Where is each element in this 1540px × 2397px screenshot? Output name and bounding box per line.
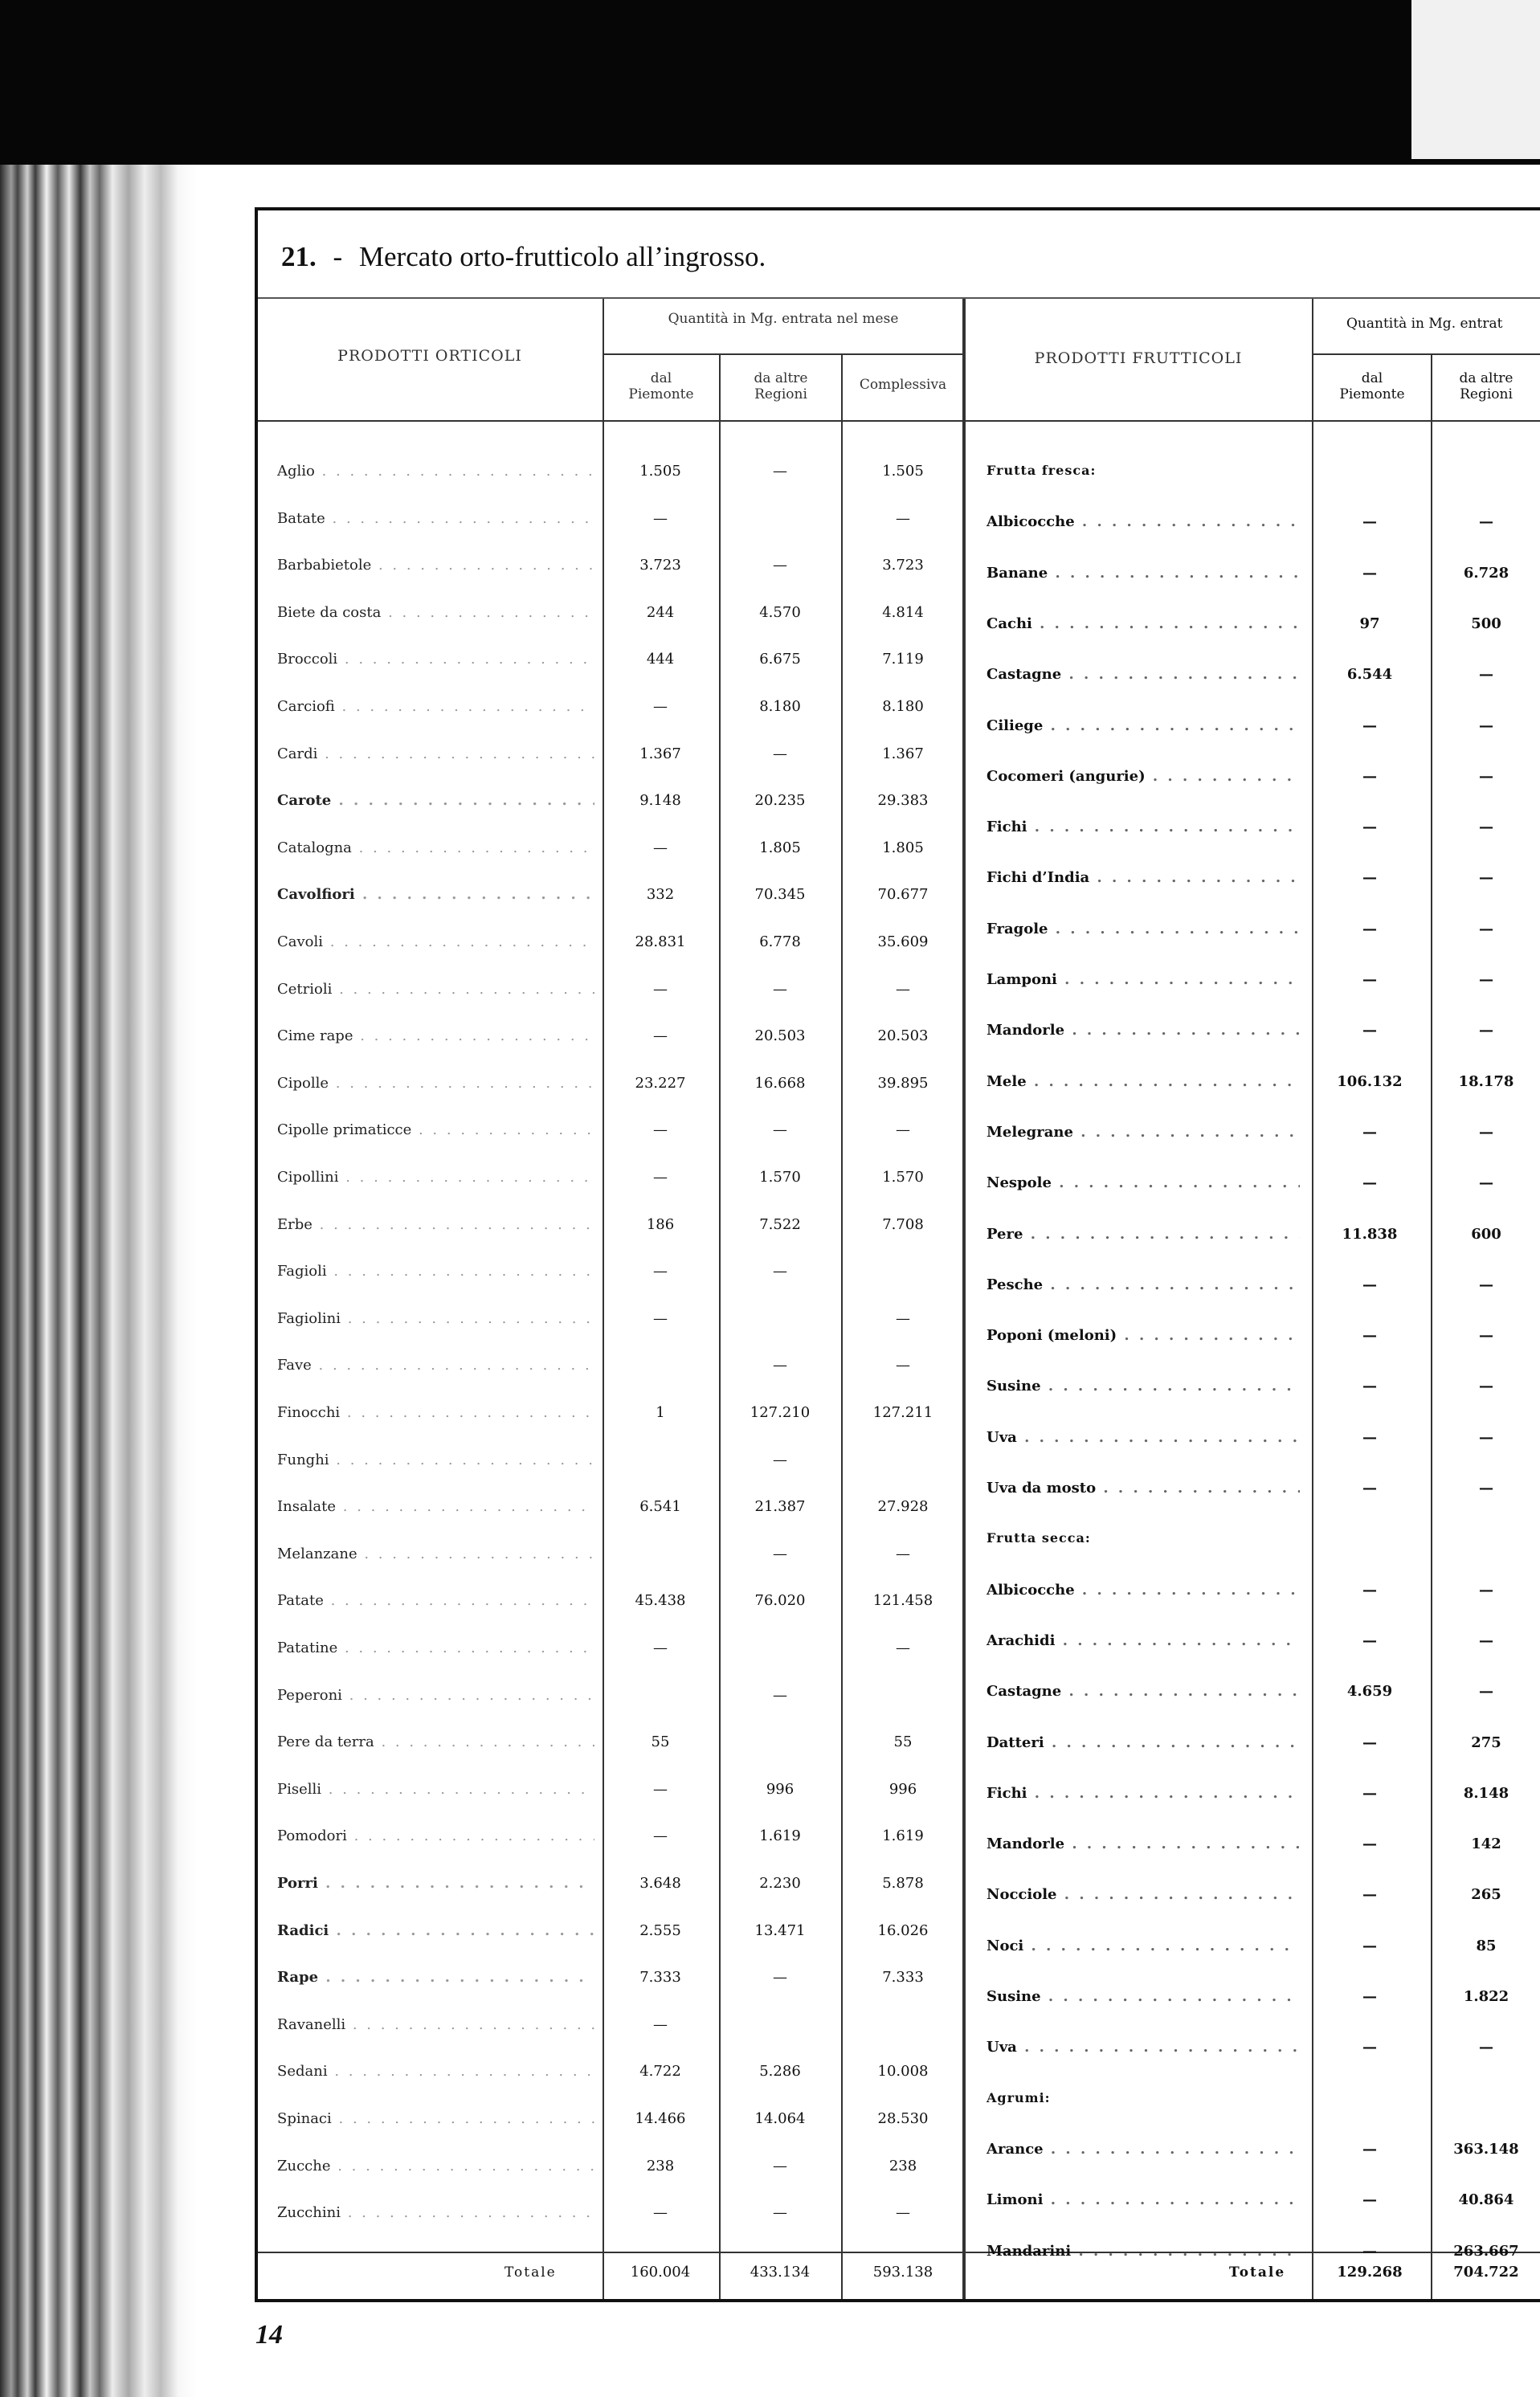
right-row-piemonte: — [1362, 971, 1377, 988]
header-top-rule [258, 297, 1540, 299]
left-row-complessiva: 20.503 [877, 1027, 929, 1044]
left-row-altre: 16.668 [754, 1075, 806, 1092]
left-row-complessiva: 238 [888, 2158, 917, 2174]
left-row-altre: — [773, 1546, 787, 1562]
left-row-name: Catalogna . . . [277, 839, 594, 856]
right-row-name: Limoni . . . [986, 2191, 1300, 2208]
left-row-altre: 996 [766, 1781, 795, 1798]
left-total-altre: 433.134 [750, 2264, 811, 2281]
left-row-name: Sedani . . . [277, 2063, 594, 2080]
left-row-complessiva: 3.723 [882, 557, 924, 574]
right-row-piemonte: — [1362, 1836, 1377, 1852]
right-row-altre: 6.728 [1463, 565, 1509, 582]
right-piemonte-header-line2: Piemonte [1339, 386, 1405, 402]
right-row-name: Nespole . . . [986, 1174, 1300, 1191]
right-section-heading: Frutta secca: [986, 1530, 1091, 1546]
right-row-piemonte: — [1362, 2191, 1377, 2208]
left-row-name: Pere da terra . . . [277, 1733, 594, 1750]
right-row-altre: 142 [1471, 1836, 1501, 1852]
right-row-name: Castagne . . . [986, 666, 1300, 683]
left-piemonte-header-line1: dal [650, 370, 672, 386]
right-section-heading: Agrumi: [986, 2090, 1051, 2105]
page-number: 14 [255, 2320, 283, 2350]
left-row-altre: — [773, 1357, 787, 1374]
right-row-piemonte: — [1362, 1785, 1377, 1802]
left-row-name: Cipolle primaticce . . . [277, 1121, 594, 1138]
left-row-piemonte: — [653, 1169, 668, 1186]
right-row-piemonte: — [1362, 1124, 1377, 1141]
left-row-piemonte: 1.367 [639, 745, 681, 762]
right-row-altre: 85 [1476, 1938, 1497, 1954]
right-row-altre: — [1479, 1582, 1493, 1599]
right-row-name: Mele . . . [986, 1073, 1300, 1090]
left-row-altre: 1.570 [759, 1169, 801, 1186]
scan-book-edge [0, 165, 197, 2397]
left-row-complessiva: 35.609 [877, 933, 929, 950]
left-row-altre: — [773, 2158, 787, 2174]
left-row-name: Biete da costa . . . [277, 604, 594, 621]
left-row-name: Erbe . . . [277, 1216, 594, 1233]
right-row-piemonte: — [1362, 717, 1377, 734]
left-complessiva-header: Complessiva [859, 377, 947, 393]
left-row-altre: 76.020 [754, 1592, 806, 1609]
right-row-name: Cocomeri (angurie) . . . [986, 768, 1300, 785]
left-row-complessiva: 4.814 [882, 604, 924, 621]
left-row-piemonte: 4.722 [639, 2063, 681, 2080]
right-row-altre: — [1479, 1124, 1493, 1141]
right-row-altre: 40.864 [1458, 2191, 1514, 2208]
right-row-altre: — [1479, 1174, 1493, 1191]
left-row-altre: — [773, 745, 787, 762]
left-altre-header [721, 371, 841, 402]
right-row-altre: — [1479, 717, 1493, 734]
left-row-altre: 1.805 [759, 839, 801, 856]
right-row-piemonte: 106.132 [1337, 1073, 1403, 1090]
right-row-name: Lamponi . . . [986, 971, 1300, 988]
left-row-altre: — [773, 1263, 787, 1280]
right-row-altre: 500 [1471, 615, 1501, 632]
right-piemonte-header [1313, 371, 1431, 402]
left-row-name: Finocchi . . . [277, 1404, 594, 1421]
right-row-name: Datteri . . . [986, 1734, 1300, 1751]
left-row-piemonte: — [653, 981, 668, 998]
left-row-complessiva: 27.928 [877, 1498, 929, 1515]
left-altre-header-line1: da altre [754, 370, 808, 386]
right-row-name: Nocciole . . . [986, 1886, 1300, 1903]
left-row-complessiva: 8.180 [882, 698, 924, 715]
left-row-name: Barbabietole . . . [277, 557, 594, 574]
left-row-name: Melanzane . . . [277, 1546, 594, 1562]
right-row-altre: 600 [1471, 1226, 1501, 1243]
left-row-name: Cavolfiori . . . [277, 886, 594, 903]
right-row-altre: — [1479, 2039, 1493, 2056]
left-row-complessiva: 10.008 [877, 2063, 929, 2080]
right-row-piemonte: — [1362, 2039, 1377, 2056]
left-total-complessiva: 593.138 [872, 2264, 933, 2281]
left-row-piemonte: 45.438 [635, 1592, 686, 1609]
left-row-piemonte: 23.227 [635, 1075, 686, 1092]
left-row-piemonte: — [653, 1027, 668, 1044]
left-row-altre: 127.210 [750, 1404, 811, 1421]
right-row-altre: 263.667 [1453, 2243, 1519, 2260]
left-row-complessiva: 7.119 [882, 651, 924, 668]
left-row-complessiva: — [896, 510, 910, 527]
left-row-altre: 4.570 [759, 604, 801, 621]
left-row-piemonte: 6.541 [639, 1498, 681, 1515]
left-row-piemonte: — [653, 1781, 668, 1798]
right-row-piemonte: — [1362, 1632, 1377, 1649]
right-row-piemonte: — [1362, 768, 1377, 785]
right-row-name: Mandarini . . . [986, 2243, 1300, 2260]
right-row-name: Fichi . . . [986, 819, 1300, 835]
left-row-complessiva: 28.530 [877, 2110, 929, 2127]
left-row-complessiva: — [896, 1121, 910, 1138]
right-row-altre: 265 [1471, 1886, 1501, 1903]
left-row-altre: — [773, 1452, 787, 1468]
right-row-name: Fragole . . . [986, 921, 1300, 937]
left-row-name: Piselli . . . [277, 1781, 594, 1798]
left-row-piemonte: 9.148 [639, 792, 681, 809]
left-row-altre: 13.471 [754, 1922, 806, 1939]
left-row-altre: 5.286 [759, 2063, 801, 2080]
right-row-piemonte: 4.659 [1346, 1683, 1393, 1700]
left-row-name: Fave . . . [277, 1357, 594, 1374]
left-quantity-header: Quantità in Mg. entrata nel mese [668, 311, 899, 327]
right-section-heading: Frutta fresca: [986, 463, 1097, 478]
left-piemonte-header-line2: Piemonte [628, 386, 694, 402]
left-row-name: Ravanelli . . . [277, 2016, 594, 2033]
right-row-piemonte: — [1362, 2243, 1377, 2260]
left-row-piemonte: — [653, 839, 668, 856]
left-row-name: Carciofi . . . [277, 698, 594, 715]
left-row-name: Cardi . . . [277, 745, 594, 762]
right-row-piemonte: — [1362, 1734, 1377, 1751]
left-row-piemonte: — [653, 1310, 668, 1327]
left-row-altre: 70.345 [754, 886, 806, 903]
left-row-complessiva: 55 [893, 1733, 913, 1750]
left-row-complessiva: 1.619 [882, 1827, 924, 1844]
left-row-altre: 1.619 [759, 1827, 801, 1844]
left-row-name: Radici . . . [277, 1922, 594, 1939]
right-row-name: Pere . . . [986, 1226, 1300, 1243]
right-row-altre: — [1479, 1429, 1493, 1446]
left-row-altre: 6.675 [759, 651, 801, 668]
right-row-piemonte: — [1362, 1886, 1377, 1903]
right-row-name: Susine . . . [986, 1378, 1300, 1395]
right-row-piemonte: — [1362, 1938, 1377, 1954]
right-row-altre: 275 [1471, 1734, 1501, 1751]
left-row-complessiva: 7.708 [882, 1216, 924, 1233]
left-row-piemonte: 2.555 [639, 1922, 681, 1939]
left-row-name: Zucche . . . [277, 2158, 594, 2174]
left-row-name: Carote . . . [277, 792, 594, 809]
left-row-piemonte: — [653, 2204, 668, 2221]
right-row-altre: — [1479, 768, 1493, 785]
left-col-divider-2 [719, 353, 721, 2299]
right-altre-header-line1: da altre [1459, 370, 1513, 386]
left-row-piemonte: 3.648 [639, 1875, 681, 1892]
scan-dark-border [0, 0, 1540, 165]
left-row-name: Batate . . . [277, 510, 594, 527]
right-row-piemonte: — [1362, 1480, 1377, 1497]
left-row-name: Pomodori . . . [277, 1827, 594, 1844]
left-subheader-rule [603, 353, 962, 355]
left-row-altre: 20.235 [754, 792, 806, 809]
right-total-piemonte: 129.268 [1337, 2264, 1403, 2281]
right-row-altre: — [1479, 666, 1493, 683]
right-row-piemonte: — [1362, 1582, 1377, 1599]
right-row-name: Poponi (meloni) . . . [986, 1327, 1300, 1344]
left-row-name: Broccoli . . . [277, 651, 594, 668]
right-altre-header-line2: Regioni [1460, 386, 1513, 402]
left-row-altre: 7.522 [759, 1216, 801, 1233]
right-row-name: Noci . . . [986, 1938, 1300, 1954]
right-altre-header [1432, 371, 1540, 402]
right-row-name: Ciliege . . . [986, 717, 1300, 734]
right-row-altre: 363.148 [1453, 2141, 1519, 2158]
left-row-name: Aglio . . . [277, 463, 594, 480]
left-row-name: Cipollini . . . [277, 1169, 594, 1186]
left-row-piemonte: 14.466 [635, 2110, 686, 2127]
right-row-piemonte: 97 [1359, 615, 1380, 632]
left-row-piemonte: — [653, 1121, 668, 1138]
left-col-divider-3 [841, 353, 843, 2299]
left-row-piemonte: 1 [656, 1404, 665, 1421]
left-row-complessiva: 1.367 [882, 745, 924, 762]
left-row-altre: 8.180 [759, 698, 801, 715]
left-row-complessiva: 29.383 [877, 792, 929, 809]
left-row-name: Fagioli . . . [277, 1263, 594, 1280]
right-row-altre: — [1479, 1632, 1493, 1649]
right-row-piemonte: — [1362, 2141, 1377, 2158]
right-products-header: PRODOTTI FRUTTICOLI [1034, 349, 1243, 367]
right-row-altre: — [1479, 1022, 1493, 1039]
left-row-altre: — [773, 2204, 787, 2221]
left-row-name: Zucchini . . . [277, 2204, 594, 2221]
right-row-name: Mandorle . . . [986, 1022, 1300, 1039]
left-row-piemonte: 244 [646, 604, 675, 621]
scan-next-page-corner [1411, 0, 1540, 159]
right-row-name: Albicocche . . . [986, 513, 1300, 530]
right-row-name: Uva . . . [986, 2039, 1300, 2056]
left-row-name: Spinaci . . . [277, 2110, 594, 2127]
left-row-piemonte: — [653, 2016, 668, 2033]
left-row-altre: — [773, 981, 787, 998]
right-row-piemonte: — [1362, 1429, 1377, 1446]
right-total-label: Totale [1229, 2264, 1286, 2281]
left-row-complessiva: 1.805 [882, 839, 924, 856]
left-row-altre: 14.064 [754, 2110, 806, 2127]
left-row-complessiva: 121.458 [872, 1592, 933, 1609]
left-row-piemonte: 332 [646, 886, 675, 903]
left-row-altre: 21.387 [754, 1498, 806, 1515]
right-row-piemonte: 11.838 [1342, 1226, 1398, 1243]
right-row-altre: 1.822 [1463, 1988, 1509, 2005]
title-dash: - [333, 241, 343, 272]
left-row-complessiva: — [896, 981, 910, 998]
right-row-name: Fichi . . . [986, 1785, 1300, 1802]
right-row-altre: — [1479, 971, 1493, 988]
left-row-altre: — [773, 1121, 787, 1138]
right-row-altre: — [1479, 1378, 1493, 1395]
right-row-altre: — [1479, 869, 1493, 886]
left-row-name: Insalate . . . [277, 1498, 594, 1515]
left-row-piemonte: 186 [646, 1216, 675, 1233]
right-total-altre: 704.722 [1453, 2264, 1519, 2281]
right-row-piemonte: 6.544 [1346, 666, 1393, 683]
left-row-altre: 20.503 [754, 1027, 806, 1044]
left-row-altre: — [773, 1969, 787, 1986]
left-row-complessiva: 16.026 [877, 1922, 929, 1939]
right-piemonte-header-line1: dal [1361, 370, 1383, 386]
page-title [281, 241, 766, 273]
left-row-name: Rape . . . [277, 1969, 594, 1986]
left-row-name: Cipolle . . . [277, 1075, 594, 1092]
right-row-name: Pesche . . . [986, 1276, 1300, 1293]
right-row-piemonte: — [1362, 565, 1377, 582]
left-row-piemonte: — [653, 698, 668, 715]
right-row-piemonte: — [1362, 513, 1377, 530]
right-row-altre: — [1479, 1480, 1493, 1497]
right-row-altre: — [1479, 1327, 1493, 1344]
left-row-name: Funghi . . . [277, 1452, 594, 1468]
left-row-name: Cavoli . . . [277, 933, 594, 950]
left-row-altre: — [773, 463, 787, 480]
left-row-name: Patatine . . . [277, 1640, 594, 1656]
left-row-name: Cetrioli . . . [277, 981, 594, 998]
right-row-name: Fichi d’India . . . [986, 869, 1300, 886]
right-col-divider-2 [1431, 353, 1432, 2299]
right-row-piemonte: — [1362, 921, 1377, 937]
right-row-altre: 8.148 [1463, 1785, 1509, 1802]
header-bottom-rule [258, 420, 1540, 422]
right-row-name: Mandorle . . . [986, 1836, 1300, 1852]
left-row-complessiva: — [896, 1640, 910, 1656]
center-divider [962, 299, 966, 2299]
left-row-piemonte: 444 [646, 651, 675, 668]
left-products-header: PRODOTTI ORTICOLI [337, 347, 522, 365]
left-row-complessiva: 5.878 [882, 1875, 924, 1892]
left-row-piemonte: — [653, 1263, 668, 1280]
right-row-name: Arance . . . [986, 2141, 1300, 2158]
left-row-piemonte: 7.333 [639, 1969, 681, 1986]
left-row-piemonte: — [653, 510, 668, 527]
right-row-altre: — [1479, 1276, 1493, 1293]
left-row-name: Cime rape . . . [277, 1027, 594, 1044]
left-row-complessiva: 39.895 [877, 1075, 929, 1092]
right-row-piemonte: — [1362, 1022, 1377, 1039]
right-row-name: Uva da mosto . . . [986, 1480, 1300, 1497]
left-total-piemonte: 160.004 [630, 2264, 691, 2281]
right-row-altre: — [1479, 819, 1493, 835]
right-row-name: Cachi . . . [986, 615, 1300, 632]
right-quantity-header: Quantità in Mg. entrat [1346, 316, 1503, 332]
left-row-complessiva: 7.333 [882, 1969, 924, 1986]
left-row-piemonte: 238 [646, 2158, 675, 2174]
right-row-altre: — [1479, 513, 1493, 530]
left-row-complessiva: 1.505 [882, 463, 924, 480]
left-row-altre: 2.230 [759, 1875, 801, 1892]
left-piemonte-header [604, 371, 718, 402]
left-row-complessiva: — [896, 1357, 910, 1374]
left-row-name: Peperoni . . . [277, 1687, 594, 1704]
left-row-complessiva: 127.211 [872, 1404, 933, 1421]
left-row-altre: — [773, 557, 787, 574]
right-row-name: Albicocche . . . [986, 1582, 1300, 1599]
right-row-piemonte: — [1362, 869, 1377, 886]
right-row-piemonte: — [1362, 1174, 1377, 1191]
left-row-complessiva: — [896, 2204, 910, 2221]
right-row-altre: 18.178 [1458, 1073, 1514, 1090]
right-row-altre: — [1479, 921, 1493, 937]
right-row-piemonte: — [1362, 1378, 1377, 1395]
left-row-complessiva: — [896, 1310, 910, 1327]
left-row-altre: — [773, 1687, 787, 1704]
left-row-complessiva: 70.677 [877, 886, 929, 903]
title-number: 21. [281, 241, 317, 272]
title-text: Mercato orto-frutticolo all’ingrosso. [358, 241, 766, 272]
left-row-piemonte: — [653, 1640, 668, 1656]
right-row-name: Castagne . . . [986, 1683, 1300, 1700]
right-row-name: Arachidi . . . [986, 1632, 1300, 1649]
right-row-piemonte: — [1362, 1276, 1377, 1293]
right-row-name: Banane . . . [986, 565, 1300, 582]
left-altre-header-line2: Regioni [754, 386, 807, 402]
left-row-name: Fagiolini . . . [277, 1310, 594, 1327]
left-row-complessiva: 1.570 [882, 1169, 924, 1186]
left-row-complessiva: — [896, 1546, 910, 1562]
left-total-label: Totale [504, 2264, 557, 2281]
right-row-piemonte: — [1362, 819, 1377, 835]
left-row-piemonte: 55 [651, 1733, 670, 1750]
left-row-altre: 6.778 [759, 933, 801, 950]
left-row-piemonte: — [653, 1827, 668, 1844]
left-row-piemonte: 1.505 [639, 463, 681, 480]
right-row-name: Uva . . . [986, 1429, 1300, 1446]
right-row-piemonte: — [1362, 1327, 1377, 1344]
left-row-piemonte: 28.831 [635, 933, 686, 950]
left-row-complessiva: 996 [888, 1781, 917, 1798]
right-row-piemonte: — [1362, 1988, 1377, 2005]
left-row-name: Porri . . . [277, 1875, 594, 1892]
left-row-piemonte: 3.723 [639, 557, 681, 574]
right-row-name: Melegrane . . . [986, 1124, 1300, 1141]
right-subheader-rule [1313, 353, 1540, 355]
right-row-name: Susine . . . [986, 1988, 1300, 2005]
right-row-altre: — [1479, 1683, 1493, 1700]
left-col-divider-1 [603, 299, 604, 2299]
left-row-name: Patate . . . [277, 1592, 594, 1609]
